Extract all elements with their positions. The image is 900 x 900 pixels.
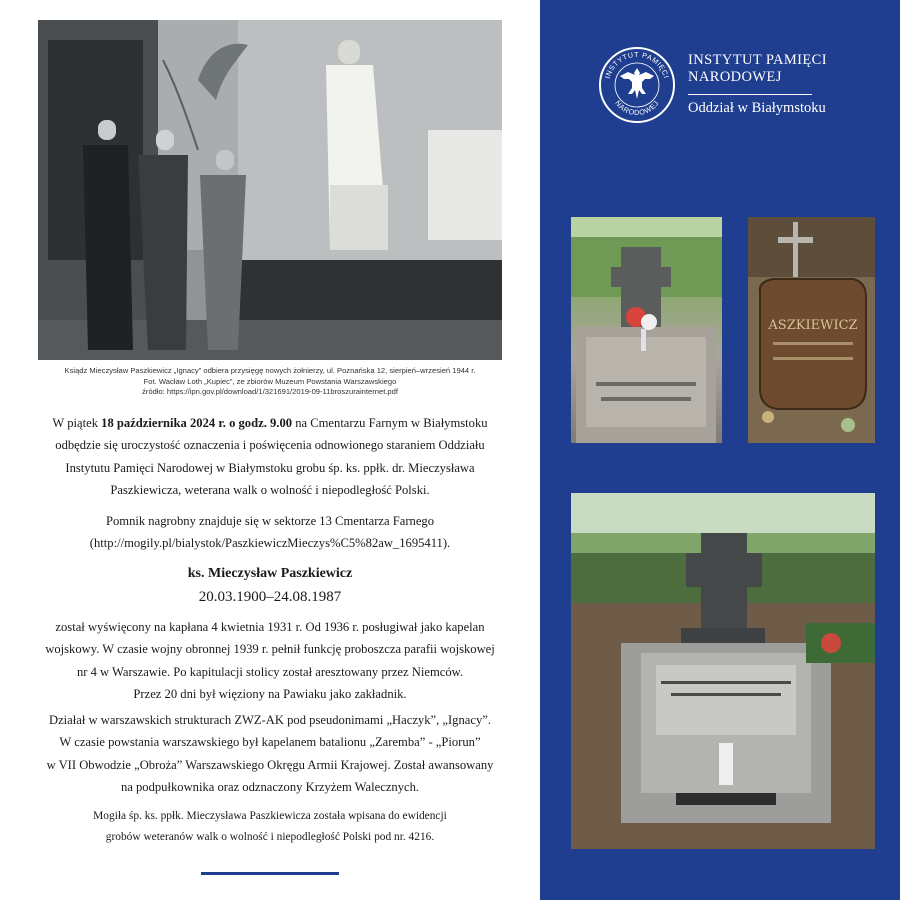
institute-name-line-2: NARODOWEJ	[688, 69, 782, 85]
location-line-1: Pomnik nagrobny znajduje się w sektorze 13 Cmentarza Farnego	[105, 514, 435, 528]
oath-ceremony-photo	[38, 20, 502, 360]
seal-bottom-text: NARODOWEJ	[613, 98, 661, 117]
event-date: 18 października 2024 r. o godz. 9.00	[101, 416, 293, 430]
bio1-line-1: został wyświęcony na kapłana 4 kwietnia 1931 r. Od 1936 r. posługiwał jako kapelan	[55, 620, 485, 634]
registry-line-1: Mogiła śp. ks. ppłk. Mieczysława Paszkiewicza została wpisana do ewidencji	[93, 810, 447, 822]
announcement-line-2: odbędzie się uroczystość oznaczenia i poświęcenia odnowionego staraniem Oddziału	[55, 438, 485, 453]
life-dates: 20.03.1900–24.08.1987	[198, 589, 342, 605]
person-name: ks. Mieczysław Paszkiewicz	[187, 566, 353, 581]
institute-name-line-1: INSTYTUT PAMIĘCI	[688, 52, 827, 68]
photo-caption	[30, 366, 510, 398]
announcement-line-4: Paszkiewicza, weterana walk o wolność i niepodległość Polski.	[110, 483, 430, 498]
announcement-line-3: Instytutu Pamięci Narodowej w Białymstoku grobu śp. ks. ppłk. dr. Mieczysława	[65, 460, 475, 475]
svg-text:NARODOWEJ	[613, 99, 660, 117]
old-grave-photo	[571, 217, 722, 443]
bio1-line-3: nr 4 w Warszawie. Po kapitulacji stolicy został aresztowany przez Niemców.	[76, 664, 464, 679]
renovated-grave-photo	[571, 493, 875, 849]
bio2-line-4: na podpułkownika oraz odznaczony Krzyżem Walecznych.	[120, 780, 420, 795]
announcement-place: na Cmentarzu Farnym w Białymstoku	[292, 416, 488, 430]
registry-line-2: grobów weteranów walk o wolność i niepodległość Polski pod nr. 4216.	[105, 831, 435, 843]
caption-line-3: źródło: https://ipn.gov.pl/download/1/321691/2019-09-11broszurainternet.pdf	[142, 387, 398, 396]
bio1-line-4: Przez 20 dni był więziony na Pawiaku jako zakładnik.	[133, 687, 407, 702]
logo-divider	[688, 94, 812, 95]
biography-paragraph-2	[30, 709, 510, 799]
location-paragraph	[30, 510, 510, 555]
announcement-paragraph	[30, 412, 510, 502]
bio1-line-2: wojskowy. W czasie wojny obronnej 1939 r. pełnił funkcję proboszcza parafii wojskowej	[45, 642, 495, 657]
old-plaque-photo	[748, 217, 875, 443]
caption-line-1: Ksiądz Mieczysław Paszkiewicz „Ignacy” odbiera przysięgę nowych żołnierzy, ul. Poznańska 12, sierpień–wrzesień 1944 r.	[64, 366, 476, 375]
location-link[interactable]: (http://mogily.pl/bialystok/PaszkiewiczMieczys%C5%82aw_1695411).	[89, 536, 451, 551]
biography-paragraph-1	[30, 616, 510, 706]
bio2-line-2: W czasie powstania warszawskiego był kapelanem batalionu „Zaremba” - „Piorun”	[59, 735, 481, 750]
decorative-divider	[201, 872, 339, 875]
ipn-seal-logo	[598, 46, 676, 124]
plaque-text: ASZKIEWICZ	[768, 318, 858, 333]
bio2-line-1: Działał w warszawskich strukturach ZWZ-AK pod pseudonimami „Haczyk”, „Ignacy”.	[48, 713, 491, 727]
announcement-intro: W piątek	[52, 416, 102, 430]
branch-name: Oddział w Białymstoku	[688, 100, 826, 116]
eagle-icon	[620, 68, 654, 99]
registry-paragraph	[30, 806, 510, 848]
seal-top-text: INSTYTUT PAMIĘCI	[602, 49, 672, 80]
bio2-line-3: w VII Obwodzie „Obroża” Warszawskiego Okręgu Armii Krajowej. Został awansowany	[46, 757, 494, 772]
caption-line-2: Fot. Wacław Loth „Kupiec”, ze zbiorów Muzeum Powstania Warszawskiego	[143, 376, 397, 386]
